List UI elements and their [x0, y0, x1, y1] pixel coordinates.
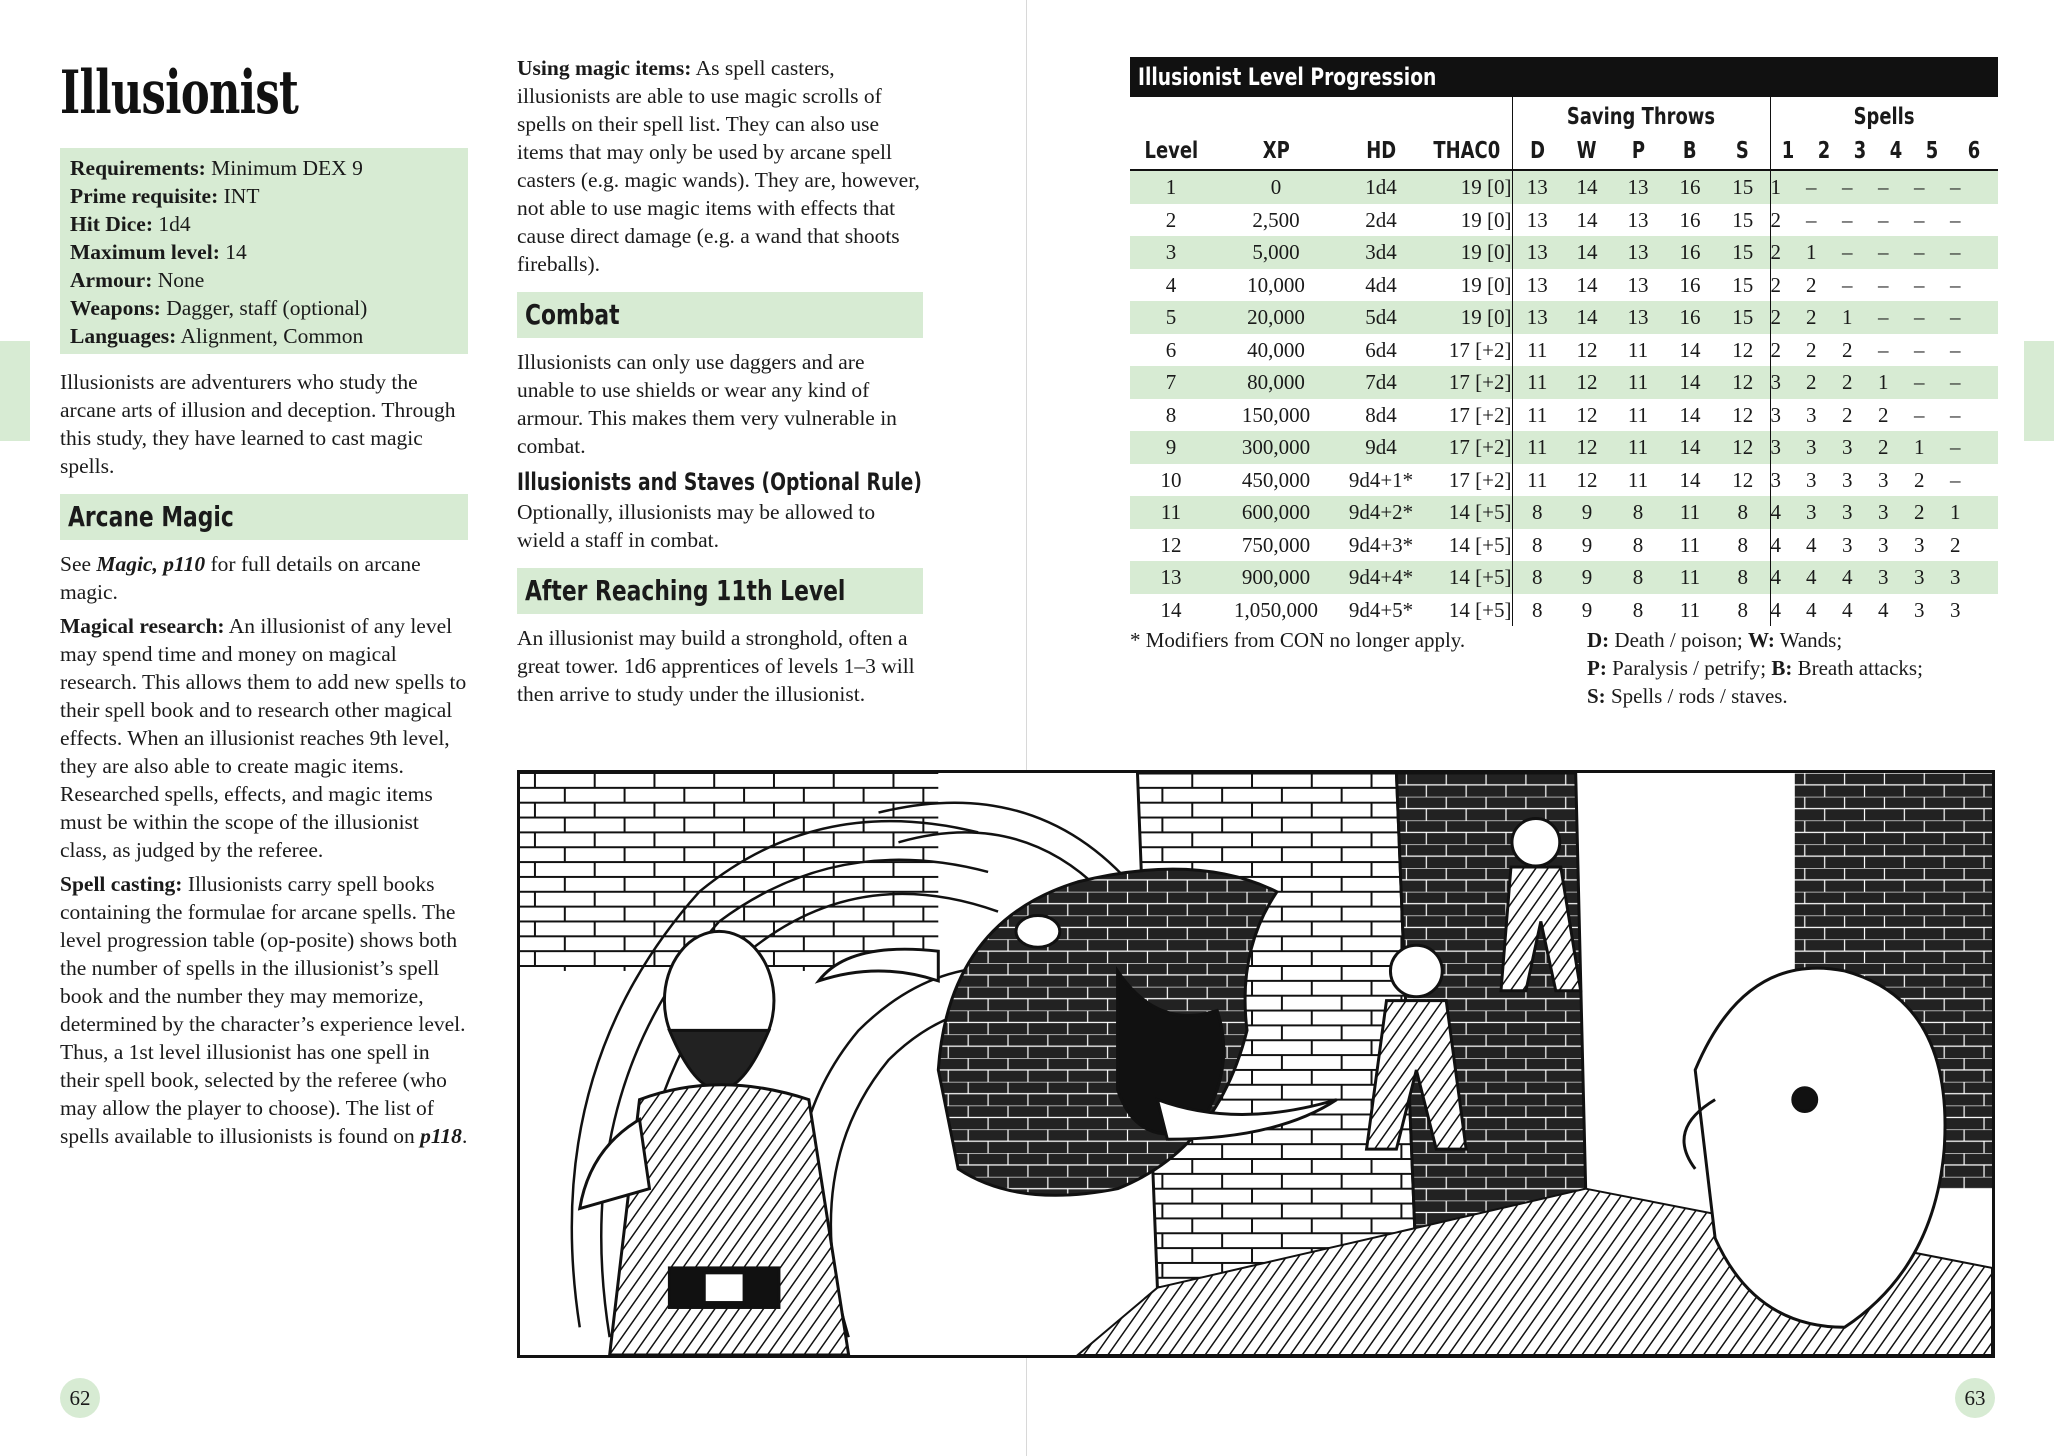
table-cell: 9: [1562, 496, 1612, 529]
table-row: [1130, 431, 1998, 464]
table-cell: 3: [1914, 597, 1925, 622]
table-cell: 2: [1770, 334, 1806, 367]
page-number-left: 62: [60, 1378, 100, 1418]
table-cell: 2: [1806, 272, 1817, 297]
table-cell: 3: [1806, 402, 1817, 427]
table-cell: 2: [1914, 496, 1950, 529]
table-cell: 10,000: [1247, 272, 1305, 297]
table-cell: –: [1842, 207, 1853, 232]
table-row: [1130, 594, 1998, 627]
table-cell: 7: [1130, 366, 1212, 399]
table-cell: 4d4: [1365, 272, 1397, 297]
table-cell: 11: [1512, 431, 1562, 464]
table-cell: 13: [1512, 204, 1562, 237]
table-cell: 3: [1842, 496, 1878, 529]
table-cell: 2: [1842, 402, 1853, 427]
table-cell: 450,000: [1241, 467, 1311, 492]
table-cell: –: [1914, 272, 1925, 297]
table-cell: 150,000: [1241, 402, 1311, 427]
table-cell: 13: [1612, 301, 1664, 334]
table-cell: 14: [1160, 597, 1182, 622]
table-cell: 6: [1165, 337, 1177, 362]
table-cell: 13: [1612, 236, 1664, 269]
table-cell: 2,500: [1252, 207, 1300, 232]
table-cell: 9d4+1*: [1348, 467, 1414, 492]
table-cell: 19 [0]: [1422, 170, 1512, 204]
middle-column: [517, 54, 923, 714]
table-row: [1130, 399, 1998, 432]
table-cell: 12: [1562, 431, 1612, 464]
col-header-hd: HD: [1340, 133, 1422, 170]
table-cell: 12: [1562, 366, 1612, 399]
table-cell: 12: [1576, 402, 1598, 427]
table-cell: 16: [1664, 170, 1716, 204]
table-cell: 14: [1562, 301, 1612, 334]
table-cell: 2: [1914, 467, 1925, 492]
table-cell: 17 [+2]: [1422, 431, 1512, 464]
table-cell: 12: [1160, 532, 1182, 557]
req-hit-dice: Hit Dice: 1d4: [70, 212, 191, 236]
table-cell: –: [1878, 207, 1889, 232]
table-cell: 11: [1130, 496, 1212, 529]
table-cell: 4: [1806, 532, 1817, 557]
table-cell: 3: [1806, 496, 1842, 529]
col-header-b: B: [1664, 133, 1716, 170]
col-header-2: 2: [1806, 133, 1842, 170]
table-cell: 8: [1716, 496, 1770, 529]
table-cell: –: [1914, 366, 1950, 399]
table-cell: –: [1878, 170, 1914, 204]
table-cell: –: [1950, 467, 1961, 492]
table-cell: 2: [1770, 301, 1806, 334]
table-cell: 15: [1716, 170, 1770, 204]
req-prime-requisite: Prime requisite: INT: [70, 184, 260, 208]
see-magic-paragraph: See Magic, p110 for full details on arcane magic.: [60, 552, 421, 604]
table-cell: 0: [1212, 170, 1340, 204]
table-cell: 9d4+4*: [1340, 561, 1422, 594]
table-cell: 2: [1950, 532, 1961, 557]
table-column-headers: [1130, 133, 1998, 170]
table-cell: –: [1950, 366, 1998, 399]
left-edge-tab: [0, 341, 30, 441]
table-cell: 80,000: [1212, 366, 1340, 399]
left-column: [60, 148, 468, 1156]
table-cell: 3: [1914, 561, 1950, 594]
table-cell: 8: [1512, 594, 1562, 627]
table-cell: 17 [+2]: [1448, 337, 1512, 362]
table-cell: 16: [1664, 301, 1716, 334]
table-cell: 9d4: [1340, 431, 1422, 464]
table-cell: 11: [1627, 402, 1649, 427]
table-cell: 14 [+5]: [1422, 496, 1512, 529]
table-cell: 7d4: [1340, 366, 1422, 399]
table-cell: –: [1842, 272, 1853, 297]
combat-heading: Combat: [517, 292, 923, 338]
table-row: [1130, 236, 1998, 269]
table-cell: 19 [0]: [1422, 236, 1512, 269]
table-cell: 11: [1664, 496, 1716, 529]
table-group-header: [1130, 97, 1998, 133]
req-languages: Languages: Alignment, Common: [70, 324, 364, 348]
table-cell: –: [1950, 431, 1998, 464]
page-title: Illusionist: [60, 58, 299, 128]
table-cell: –: [1806, 207, 1817, 232]
table-cell: 8d4: [1365, 402, 1397, 427]
table-cell: 8: [1737, 597, 1748, 622]
progression-table: [1130, 97, 1998, 626]
table-cell: 14: [1679, 402, 1701, 427]
table-cell: 13: [1627, 207, 1649, 232]
illustration-illusionist-dragon-goblins: [517, 770, 1995, 1358]
col-header-p: P: [1612, 133, 1664, 170]
table-cell: 11: [1612, 431, 1664, 464]
table-cell: 9d4+3*: [1348, 532, 1414, 557]
table-cell: 600,000: [1212, 496, 1340, 529]
col-header-d: D: [1512, 133, 1562, 170]
table-cell: 4: [1878, 597, 1889, 622]
table-cell: 12: [1732, 402, 1754, 427]
table-cell: 2: [1806, 366, 1842, 399]
table-cell: –: [1950, 301, 1998, 334]
col-header-thac0: THAC0: [1422, 133, 1512, 170]
table-body: [1130, 170, 1998, 626]
table-cell: 8: [1737, 532, 1748, 557]
table-cell: 14 [+5]: [1448, 532, 1512, 557]
table-cell: 4: [1806, 597, 1817, 622]
table-cell: 3: [1770, 431, 1806, 464]
table-cell: 13: [1512, 236, 1562, 269]
table-cell: 12: [1732, 467, 1754, 492]
req-weapons: Weapons: Dagger, staff (optional): [70, 296, 368, 320]
arcane-magic-heading: Arcane Magic: [60, 494, 468, 540]
table-cell: 11: [1512, 464, 1562, 497]
col-header-s: S: [1716, 133, 1770, 170]
magical-research-paragraph: Magical research: An illusionist of any level may spend time and money on magical research. This allows them to add new spells to their spell book and to research other magical effects. When an illusionist reaches 9th level, they are also able to create magic items. Researched spells, effects, and magic items must be within the scope of the illusionist class, as judged by the referee.: [60, 614, 467, 862]
table-cell: 14: [1576, 207, 1598, 232]
table-cell: 2: [1770, 269, 1806, 302]
table-cell: 11: [1627, 467, 1649, 492]
table-cell: 3: [1878, 496, 1914, 529]
table-cell: 5,000: [1212, 236, 1340, 269]
table-cell: –: [1842, 170, 1878, 204]
table-cell: 14: [1664, 431, 1716, 464]
table-row: [1130, 170, 1998, 204]
table-cell: 14: [1562, 170, 1612, 204]
table-cell: 4: [1770, 496, 1806, 529]
staves-paragraph: Optionally, illusionists may be allowed to wield a staff in combat.: [517, 500, 876, 552]
table-cell: 2: [1165, 207, 1177, 232]
table-cell: 1d4: [1340, 170, 1422, 204]
right-edge-tab: [2024, 341, 2054, 441]
level-progression-table: [1130, 57, 1998, 626]
table-cell: 2: [1878, 402, 1889, 427]
illustration-art: [520, 773, 1992, 1355]
table-cell: 2: [1806, 301, 1842, 334]
table-cell: 12: [1716, 366, 1770, 399]
table-row: [1130, 366, 1998, 399]
table-cell: 1,050,000: [1234, 597, 1318, 622]
table-row: [1130, 561, 1998, 594]
spell-list-page-reference[interactable]: p118: [420, 1124, 462, 1148]
page-number-right: 63: [1955, 1378, 1995, 1418]
intro-paragraph: Illusionists are adventurers who study the arcane arts of illusion and deception. Through this study, they have learned to cast magic spells.: [60, 370, 456, 478]
table-cell: –: [1878, 272, 1889, 297]
table-cell: 4: [1770, 594, 1806, 627]
table-cell: 8: [1512, 561, 1562, 594]
table-cell: 3: [1842, 431, 1878, 464]
table-row: [1130, 204, 1998, 237]
table-cell: 3: [1950, 597, 1961, 622]
table-cell: 4: [1770, 529, 1806, 562]
table-cell: 13: [1130, 561, 1212, 594]
table-cell: 14 [+5]: [1448, 597, 1512, 622]
table-cell: 1: [1806, 236, 1842, 269]
table-cell: –: [1914, 301, 1950, 334]
table-cell: –: [1950, 272, 1961, 297]
table-cell: 19 [0]: [1460, 207, 1512, 232]
table-cell: 10: [1160, 467, 1182, 492]
col-header-level: Level: [1130, 133, 1212, 170]
combat-paragraph: Illusionists can only use daggers and are unable to use shields or wear any kind of armour. This makes them very vulnerable in combat.: [517, 350, 897, 458]
table-cell: 2: [1806, 337, 1817, 362]
table-cell: 9d4+2*: [1340, 496, 1422, 529]
table-cell: 9: [1130, 431, 1212, 464]
table-cell: 2: [1842, 337, 1853, 362]
table-cell: 17 [+2]: [1422, 366, 1512, 399]
col-header-w: W: [1562, 133, 1612, 170]
table-cell: 300,000: [1212, 431, 1340, 464]
table-cell: 3: [1878, 467, 1889, 492]
table-cell: –: [1914, 402, 1925, 427]
table-cell: 4: [1842, 597, 1853, 622]
table-cell: 11: [1627, 337, 1649, 362]
table-cell: 1: [1878, 366, 1914, 399]
table-cell: –: [1950, 207, 1961, 232]
table-cell: –: [1914, 236, 1950, 269]
table-cell: 11: [1512, 366, 1562, 399]
table-cell: 3: [1806, 431, 1842, 464]
col-header-4: 4: [1878, 133, 1914, 170]
table-cell: 16: [1664, 236, 1716, 269]
table-cell: 3d4: [1340, 236, 1422, 269]
table-cell: 3: [1950, 561, 1998, 594]
table-cell: 9: [1581, 597, 1593, 622]
table-cell: 5: [1130, 301, 1212, 334]
table-cell: 13: [1512, 301, 1562, 334]
table-cell: 14: [1562, 236, 1612, 269]
table-cell: 14: [1679, 467, 1701, 492]
table-cell: 750,000: [1241, 532, 1311, 557]
table-cell: 13: [1512, 170, 1562, 204]
table-cell: –: [1950, 236, 1998, 269]
table-cell: –: [1842, 236, 1878, 269]
table-cell: 8: [1512, 496, 1562, 529]
req-maximum-level: Maximum level: 14: [70, 240, 247, 264]
table-cell: 8: [1612, 561, 1664, 594]
table-cell: 2d4: [1365, 207, 1397, 232]
table-cell: 11: [1512, 334, 1562, 367]
table-cell: 2: [1770, 236, 1806, 269]
table-cell: 9: [1581, 532, 1593, 557]
table-cell: 4: [1165, 272, 1177, 297]
table-cell: –: [1950, 402, 1961, 427]
table-title: Illusionist Level Progression: [1130, 57, 1998, 97]
col-header-5: 5: [1914, 133, 1950, 170]
table-cell: 20,000: [1212, 301, 1340, 334]
table-cell: 13: [1627, 272, 1649, 297]
req-armour: Armour: None: [70, 268, 205, 292]
magic-items-paragraph: Using magic items: As spell casters, illusionists are able to use magic scrolls of spells on their spell list. They can also use items that may only be used by arcane spell casters (e.g. magic wands). They are, however, not able to use magic items with effects that cause direct damage (e.g. a wand that shoots fireballs).: [517, 56, 920, 276]
table-row: [1130, 529, 1998, 562]
table-cell: 1: [1130, 170, 1212, 204]
table-cell: 3: [1806, 467, 1817, 492]
table-cell: 11: [1612, 366, 1664, 399]
req-requirements: Requirements: Minimum DEX 9: [70, 156, 363, 180]
table-cell: 2: [1770, 204, 1806, 237]
table-cell: 4: [1770, 561, 1806, 594]
table-cell: 17 [+2]: [1448, 467, 1512, 492]
table-cell: 15: [1732, 207, 1754, 232]
table-cell: 15: [1716, 236, 1770, 269]
table-cell: 8: [1165, 402, 1177, 427]
table-cell: 40,000: [1247, 337, 1305, 362]
spell-casting-paragraph: Spell casting: Illusionists carry spell books containing the formulae for arcane spells. The level progression table (op-posite) shows both the number of spells in the illusionist’s spell book and the number they may memorize, determined by the character’s experience level. Thus, a 1st level illusionist has one spell in their spell book, selected by the referee (who may allow the player to choose). The list of spells available to illusionists is found on p118.: [60, 872, 468, 1148]
table-cell: 14: [1679, 337, 1701, 362]
table-cell: 3: [1878, 561, 1914, 594]
table-cell: 14: [1576, 272, 1598, 297]
col-header-xp: XP: [1212, 133, 1340, 170]
table-cell: 8: [1512, 529, 1562, 562]
magic-page-reference[interactable]: Magic, p110: [96, 552, 206, 576]
table-cell: 12: [1732, 337, 1754, 362]
table-cell: 16: [1679, 272, 1701, 297]
table-cell: –: [1878, 337, 1889, 362]
table-cell: –: [1914, 170, 1950, 204]
table-row: [1130, 334, 1998, 367]
table-cell: 3: [1842, 532, 1853, 557]
table-cell: 3: [1842, 467, 1853, 492]
table-cell: 8: [1716, 561, 1770, 594]
table-cell: 6d4: [1365, 337, 1397, 362]
table-cell: 3: [1878, 532, 1889, 557]
col-header-3: 3: [1842, 133, 1878, 170]
table-row: [1130, 301, 1998, 334]
table-cell: –: [1914, 337, 1925, 362]
table-cell: 17 [+2]: [1448, 402, 1512, 427]
table-cell: 3: [1770, 399, 1806, 432]
after-11th-level-heading: After Reaching 11th Level: [517, 568, 923, 614]
staves-heading: Illusionists and Staves (Optional Rule): [517, 468, 922, 496]
table-row: [1130, 496, 1998, 529]
table-cell: 2: [1842, 366, 1878, 399]
table-cell: 14 [+5]: [1422, 561, 1512, 594]
table-cell: 13: [1512, 269, 1562, 302]
table-cell: 8: [1612, 496, 1664, 529]
saving-throws-header: Saving Throws: [1512, 97, 1770, 133]
table-cell: 3: [1770, 366, 1806, 399]
table-cell: 1: [1950, 496, 1998, 529]
table-cell: 19 [0]: [1460, 272, 1512, 297]
table-cell: 15: [1732, 272, 1754, 297]
table-cell: –: [1950, 170, 1998, 204]
table-cell: 11: [1664, 561, 1716, 594]
table-cell: –: [1806, 170, 1842, 204]
table-cell: 1: [1770, 170, 1806, 204]
table-cell: 3: [1914, 532, 1925, 557]
col-header-6: 6: [1950, 133, 1998, 170]
table-cell: 900,000: [1212, 561, 1340, 594]
table-cell: 11: [1679, 597, 1701, 622]
table-row: [1130, 269, 1998, 302]
table-cell: 4: [1806, 561, 1842, 594]
table-cell: 11: [1679, 532, 1701, 557]
table-cell: 1: [1842, 301, 1878, 334]
table-cell: 19 [0]: [1422, 301, 1512, 334]
table-cell: –: [1950, 337, 1961, 362]
table-cell: 1: [1914, 431, 1950, 464]
table-cell: –: [1878, 236, 1914, 269]
table-cell: 2: [1878, 431, 1914, 464]
saving-throws-legend: D: Death / poison; W: Wands; P: Paralysis / petrify; B: Breath attacks; S: Spells / rods / staves.: [1587, 628, 1923, 708]
col-header-1: 1: [1770, 133, 1806, 170]
table-cell: 15: [1716, 301, 1770, 334]
requirements-box: [60, 148, 468, 354]
table-cell: 4: [1842, 561, 1878, 594]
table-footnote: * Modifiers from CON no longer apply.: [1130, 628, 1466, 652]
table-cell: 8: [1632, 597, 1644, 622]
table-cell: 3: [1770, 464, 1806, 497]
spells-header: Spells: [1770, 97, 1998, 133]
table-cell: 14: [1664, 366, 1716, 399]
table-cell: 13: [1612, 170, 1664, 204]
table-cell: 9d4+5*: [1348, 597, 1414, 622]
table-cell: –: [1914, 207, 1925, 232]
table-cell: 11: [1512, 399, 1562, 432]
table-cell: 3: [1130, 236, 1212, 269]
table-cell: 12: [1576, 337, 1598, 362]
table-cell: 8: [1632, 532, 1644, 557]
after-11th-level-paragraph: An illusionist may build a stronghold, often a great tower. 1d6 apprentices of levels 1–3 will then arrive to study under the illusionist.: [517, 626, 915, 706]
table-cell: 16: [1679, 207, 1701, 232]
table-cell: –: [1878, 301, 1914, 334]
table-cell: 5d4: [1340, 301, 1422, 334]
table-cell: 12: [1716, 431, 1770, 464]
table-cell: 9: [1562, 561, 1612, 594]
table-row: [1130, 464, 1998, 497]
table-cell: 12: [1576, 467, 1598, 492]
